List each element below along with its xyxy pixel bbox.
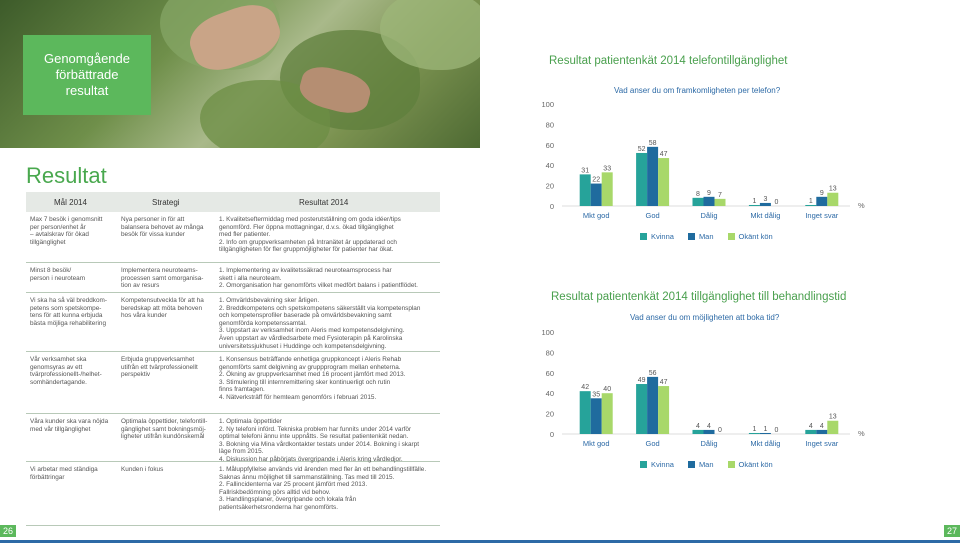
cell-line: läge from 2015. [219,448,264,456]
cell-resultat [219,267,439,290]
unit-label: % [858,429,865,438]
cell-line: Vi ska ha så väl breddkom- [30,297,107,304]
cell-line: 3. Handlingsplaner, övergripande och lokala från [219,496,357,504]
bar-kvinna [636,153,647,206]
cell-line: 1. Optimala öppettider [219,418,282,425]
cell-line: 1. Implementering av kvalitetssäkrad neuroteamsprocess har [219,267,392,274]
cell-line: Minst 8 besök/ [30,267,72,274]
page-title: Resultat [26,163,107,188]
cell-line: finns framtagen. [219,386,265,394]
cell-resultat [219,216,439,254]
category-label: Mkt god [582,439,610,448]
cell-line: genomförda kompetenssamtal. [219,319,307,327]
legend-swatch [728,233,735,240]
cell-line: förbättringar [30,473,65,481]
bar-value-label: 4 [707,422,711,430]
bar-man [591,184,602,206]
bar-man [760,203,771,206]
cell-line: tillgänglighet [30,238,66,246]
cell-line: tvärprofessionellt-/helhet- [30,371,102,379]
legend-item [640,232,674,241]
category-label: Mkt dålig [750,211,781,220]
cell-line: 1. Omvärldsbevakning sker årligen. [219,297,320,304]
cell-strategi [121,216,209,239]
legend-label: Okänt kön [738,460,773,469]
cell-mal [30,297,116,327]
cell-line: skett i alla neuroteam. [219,274,282,282]
table-row [26,352,440,414]
cell-line: besök för vissa kunder [121,231,185,239]
cell-line: 3. Uppstart av verksamhet inom Aleris med kompetensdelgivning. [219,327,405,335]
bar-kvinna [805,430,816,434]
bar-okänt-kön [658,158,669,206]
category-label: Mkt god [582,211,610,220]
cell-line: Optimala öppettider, telefontill- [121,418,208,425]
cell-line: Nya personer in för att [121,216,185,223]
bar-value-label: 47 [659,379,668,387]
table-row [26,414,440,462]
legend-swatch [688,233,695,240]
cell-mal [30,466,116,481]
cell-line: 2. Ny telefoni införd. Tekniska problem har funnits under 2014 varför [219,425,412,433]
cell-line: Kompetensutveckla för att ha [121,297,204,304]
y-tick-label: 0 [549,430,554,439]
legend-label: Kvinna [651,460,674,469]
bar-okänt-kön [602,172,613,206]
cell-line: beredskap att möta behoven [121,304,203,312]
cell-strategi [121,466,209,474]
bar-value-label: 9 [819,189,824,197]
cell-mal [30,216,116,246]
bar-value-label: 1 [763,425,768,433]
bar-okänt-kön [827,193,838,206]
table-row [26,462,440,526]
cell-line: Fallriskbedömning görs alltid vid behov. [219,488,331,496]
results-table [26,192,440,526]
bar-kvinna [580,174,591,206]
legend-item [688,232,714,241]
y-tick-label: 0 [549,202,554,211]
cell-line: tillgängligheten för fler gruppmöjligheter för patienter har ökat. [219,246,394,254]
cell-line: Våra kunder ska vara nöjda [30,418,109,425]
cell-line: ligheter utifrån kundönskemål [121,433,205,441]
bar-man [816,430,827,434]
bar-kvinna [749,433,760,434]
bar-value-label: 1 [808,197,813,205]
bar-man [591,398,602,434]
cell-line: petens som spetskompe- [30,304,102,312]
bar-value-label: 13 [828,185,837,193]
legend-item [640,460,674,469]
cell-line: Även uppstart av vårdledsarbete med Fysioterapin på Karolinska [219,334,403,342]
header-mal: Mål 2014 [54,198,87,207]
cell-line: person i neuroteam [30,274,86,282]
cell-line: patientsäkerhetsronderna har genomförts. [219,503,339,511]
cell-line: 1. Konsensus beträffande enhetliga gruppkoncept i Aleris Rehab [219,356,402,363]
cell-line: genomförd. Fler öppna mottagningar, d.v.s. ökad tillgänglighet [219,223,394,231]
legend-label: Man [698,232,714,241]
bar-man [704,430,715,434]
y-tick-label: 80 [545,120,554,130]
cell-line: processen samt omorganisa- [121,274,204,282]
bar-value-label: 4 [808,422,813,430]
chart2-subtitle: Vad anser du om möjligheten att boka tid? [630,313,780,322]
bar-man [647,147,658,206]
bar-kvinna [749,205,760,206]
chart1-legend [640,232,773,241]
unit-label: % [858,201,865,210]
cell-line: 3. Bokning via Mina vårdkontakter testats under 2014. Bokning i skarpt [219,440,419,448]
legend-swatch [728,461,735,468]
bar-value-label: 0 [774,427,779,434]
bar-kvinna [805,205,816,206]
table-row [26,293,440,352]
category-label: Dålig [700,211,718,220]
chart1-title: Resultat patientenkät 2014 telefontillgänglighet [549,55,788,67]
bar-okänt-kön [827,421,838,434]
cell-line: genomsyras av ett [30,363,83,371]
cell-line: Vi arbetar med ständiga [30,466,98,473]
cell-line: tens för att kunna erbjuda [30,312,103,320]
bar-value-label: 52 [637,145,646,153]
chart2-plot [530,324,870,454]
cell-line: Implementera neuroteams- [121,267,198,274]
cell-line: bästa möjliga rehabilitering [30,319,107,327]
y-tick-label: 20 [545,409,554,419]
category-label: Dålig [700,439,718,448]
cell-line: Max 7 besök i genomsnitt [30,216,103,223]
legend-item [728,232,773,241]
bar-value-label: 22 [592,176,601,184]
bar-kvinna [693,430,704,434]
bar-value-label: 35 [592,391,601,399]
table-row [26,263,440,293]
bar-value-label: 0 [774,199,779,206]
cell-line: gänglighet samt bokningsmöj- [121,425,206,433]
cell-mal [30,356,116,386]
cell-line: 2. Ökning av gruppverksamhet med 16 procent jämfört med 2013. [219,371,406,379]
cell-line: per person/enhet år [30,223,86,231]
cell-line: perspektiv [121,371,151,379]
header-strategi: Strategi [152,198,180,207]
legend-label: Okänt kön [738,232,773,241]
cell-line: somhändertagande. [30,378,87,386]
cell-line: genomförts samt delgivning av gruppprogram mellan enheterna. [219,363,401,371]
cell-line: balansera behovet av många [121,223,204,231]
y-tick-label: 40 [545,161,554,171]
chart2-legend [640,460,773,469]
cell-strategi [121,418,209,441]
bar-kvinna [693,198,704,206]
cell-line: Vår verksamhet ska [30,356,87,363]
cell-line: med vår tillgänglighet [30,425,91,433]
cell-line: Kunden i fokus [121,466,164,473]
category-label: Mkt dålig [750,439,781,448]
bar-value-label: 42 [581,384,590,392]
category-label: Inget svar [805,211,839,220]
legend-item [688,460,714,469]
legend-swatch [688,461,695,468]
cell-strategi [121,267,209,290]
chart2-title: Resultat patientenkät 2014 tillgänglighet till behandlingstid [551,291,847,303]
bar-value-label: 4 [696,422,700,430]
cell-strategi [121,297,209,320]
cell-line: 4. Diskussion har påbörjats övergripande i Aleris kring vårdledjor. [219,455,403,463]
cell-line: med fler patienter. [219,231,271,239]
bar-okänt-kön [658,386,669,434]
bar-man [816,197,827,206]
cell-mal [30,418,116,433]
legend-label: Man [698,460,714,469]
bar-value-label: 4 [819,422,824,430]
bar-value-label: 3 [763,195,768,203]
cell-line: utifrån ett tvärprofessionellt [121,363,198,371]
category-label: Inget svar [805,439,839,448]
table-header [26,192,440,212]
cell-line: 2. Breddkompetens och spetskompetens säkerställt via kompetensplan [219,304,421,312]
chart1-subtitle: Vad anser du om framkomligheten per telefon? [614,86,781,95]
cell-resultat [219,356,439,402]
bar-value-label: 56 [648,369,657,377]
y-tick-label: 60 [545,368,554,378]
bar-man [760,433,771,434]
legend-swatch [640,233,647,240]
hero-line: resultat [65,83,109,98]
cell-strategi [121,356,209,379]
bar-value-label: 49 [637,377,646,385]
header-resultat: Resultat 2014 [299,198,349,207]
cell-line: hos våra kunder [121,312,167,320]
cell-line: 4. Nätverksträff för hemteam genomförs i februari 2015. [219,393,377,401]
y-tick-label: 60 [545,140,554,150]
legend-item [728,460,773,469]
cell-resultat [219,466,439,512]
y-tick-label: 100 [541,100,554,109]
bar-okänt-kön [602,393,613,434]
hero-photo [0,0,480,148]
bar-value-label: 7 [718,191,722,199]
bar-value-label: 40 [603,386,612,394]
cell-line: och kompetensprofiler baserade på omvärldsbevakning samt [219,312,392,320]
bar-man [647,377,658,434]
hero-line: förbättrade [55,67,119,82]
cell-resultat [219,297,439,350]
bar-value-label: 31 [581,167,590,175]
y-tick-label: 80 [545,348,554,358]
category-label: God [645,439,660,448]
bar-kvinna [636,384,647,434]
category-label: God [645,211,660,220]
bar-value-label: 33 [603,165,612,173]
cell-line: 1. Måluppfyllelse används vid ärenden med fler än ett behandlingstillfälle. [219,466,427,473]
cell-line: optimal telefoni ännu inte uppnåtts. Se resultat patientenkät nedan. [219,433,409,441]
hero-text-box [23,35,151,115]
cell-line: – avtalskrav för ökad [30,231,89,239]
legend-swatch [640,461,647,468]
bar-value-label: 9 [707,189,711,197]
page-number-left: 26 [0,525,16,537]
cell-mal [30,267,116,282]
cell-line: 2. Omorganisation har genomförts vilket medfört balans i patientflödet. [219,282,418,290]
bar-value-label: 13 [828,413,837,421]
chart1-plot [530,96,870,226]
y-tick-label: 100 [541,328,554,337]
cell-line: 2. Fallincidenterna var 25 procent jämfört med 2013. [219,481,368,489]
y-tick-label: 40 [545,389,554,399]
y-tick-label: 20 [545,181,554,191]
cell-line: Erbjuda gruppverksamhet [121,356,195,363]
bar-value-label: 0 [718,427,722,434]
bar-man [704,197,715,206]
cell-line: universitetssjukhuset i Huddinge och kompetensdelgivning. [219,342,387,350]
cell-resultat [219,418,439,464]
hero-line: Genomgående [43,51,130,66]
bar-kvinna [580,391,591,434]
cell-line: 2. Info om gruppverksamheten på Intranätet är uppdaterad och [219,238,397,246]
bar-okänt-kön [715,199,726,206]
page-number-right: 27 [944,525,960,537]
bar-value-label: 8 [696,190,700,198]
bar-value-label: 1 [752,197,757,205]
cell-line: Saknas ännu möjlighet till sammanställning. Tas med till 2015. [219,473,395,481]
cell-line: tion av resurs [121,282,160,290]
legend-label: Kvinna [651,232,674,241]
cell-line: 1. Kvalitetseftermiddag med posterutställning om goda idéer/tips [219,216,401,223]
bar-value-label: 1 [752,425,757,433]
table-row [26,212,440,263]
cell-line: 3. Stimulering till internremittering sker kontinuerligt och rutin [219,378,391,386]
bar-value-label: 47 [659,151,668,159]
bar-value-label: 58 [648,139,657,147]
